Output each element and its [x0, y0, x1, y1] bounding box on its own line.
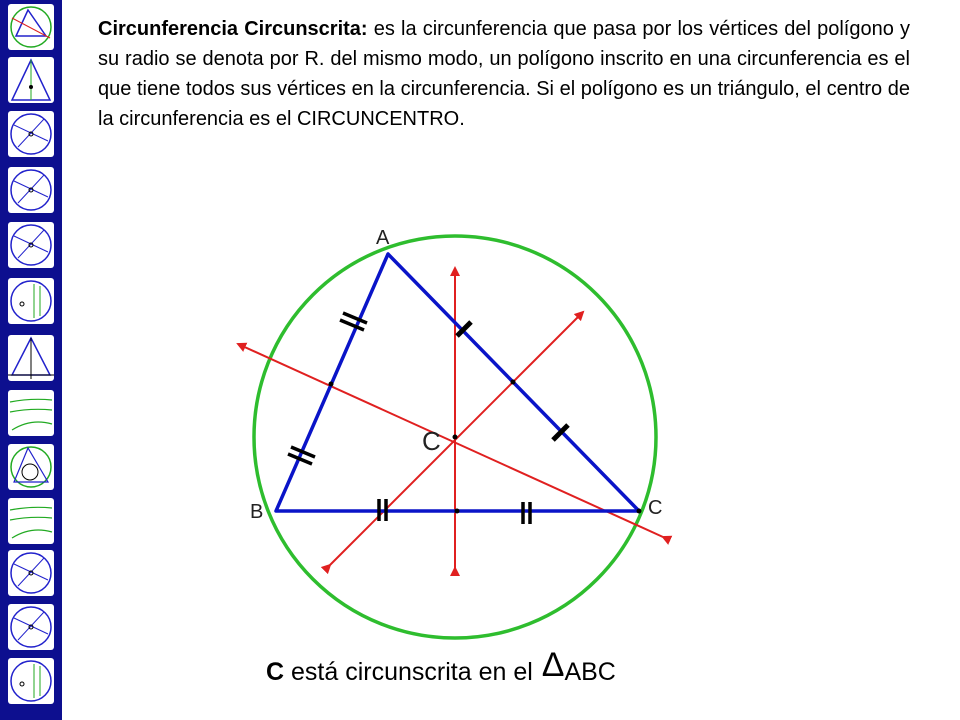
- definition-paragraph: [98, 14, 910, 134]
- slide-thumbnail[interactable]: [8, 604, 54, 650]
- caption-text: está circunscrita en el: [284, 658, 540, 686]
- circle-angles-thumbnail-icon: [8, 604, 54, 650]
- midpoint-ac: [511, 380, 516, 385]
- circle-chords-thumbnail-icon: [8, 658, 54, 704]
- bisector-ab: [238, 344, 663, 537]
- slide-thumbnail[interactable]: [8, 111, 54, 157]
- circle-angles-thumbnail-icon: [8, 167, 54, 213]
- slide-thumbnail[interactable]: [8, 167, 54, 213]
- triangle-altitude-thumbnail-icon: [8, 335, 54, 381]
- vertex-c-point: [637, 509, 642, 514]
- incircle-thumbnail-icon: [8, 444, 54, 490]
- slide-thumbnail[interactable]: [8, 278, 54, 324]
- caption-triangle-symbol: Δ: [541, 646, 565, 684]
- midpoint-ab: [329, 382, 334, 387]
- definition-body: es la circunferencia que pasa por los vértices del polígono y su radio se denota por R. del mismo modo, un polígono inscrito en una circunferencia es el que tiene todos sus vértices en la circunferencia. Si el polígono es un triángulo, el centro de la circunferencia es el CIRCUNCENTRO.: [98, 18, 910, 130]
- equal-segment-ticks: [288, 313, 568, 524]
- slide-thumbnail[interactable]: [8, 550, 54, 596]
- circle-angles-thumbnail-icon: [8, 111, 54, 157]
- circle-chords-thumbnail-icon: [8, 278, 54, 324]
- slide-thumbnail[interactable]: [8, 4, 54, 50]
- tangent-secant-thumbnail-icon: [8, 498, 54, 544]
- circumcircle-figure: [62, 200, 702, 640]
- slide-thumbnail[interactable]: [8, 444, 54, 490]
- circumcenter-point: [453, 435, 458, 440]
- vertex-label-a: A: [376, 227, 390, 249]
- caption-circle-symbol: C: [266, 658, 285, 686]
- definition-title: Circunferencia Circunscrita:: [98, 18, 368, 40]
- slide-thumbnail-sidebar: [0, 0, 62, 720]
- circle-angles-thumbnail-icon: [8, 550, 54, 596]
- slide-thumbnail[interactable]: [8, 658, 54, 704]
- slide-thumbnail[interactable]: [8, 390, 54, 436]
- triangle-thumbnail-icon: [8, 57, 54, 103]
- slide-thumbnail[interactable]: [8, 335, 54, 381]
- slide-thumbnail[interactable]: [8, 57, 54, 103]
- midpoint-bc: [455, 509, 460, 514]
- circumcenter-label: C: [422, 426, 441, 456]
- caption: [266, 646, 616, 689]
- circumcircle-thumbnail-icon: [8, 4, 54, 50]
- vertex-label-c: C: [648, 497, 663, 519]
- circle-angles-thumbnail-icon: [8, 222, 54, 268]
- slide-thumbnail[interactable]: [8, 498, 54, 544]
- vertex-label-b: B: [250, 501, 264, 523]
- caption-triangle-name: ABC: [564, 658, 616, 686]
- tangent-secant-thumbnail-icon: [8, 390, 54, 436]
- slide-thumbnail[interactable]: [8, 222, 54, 268]
